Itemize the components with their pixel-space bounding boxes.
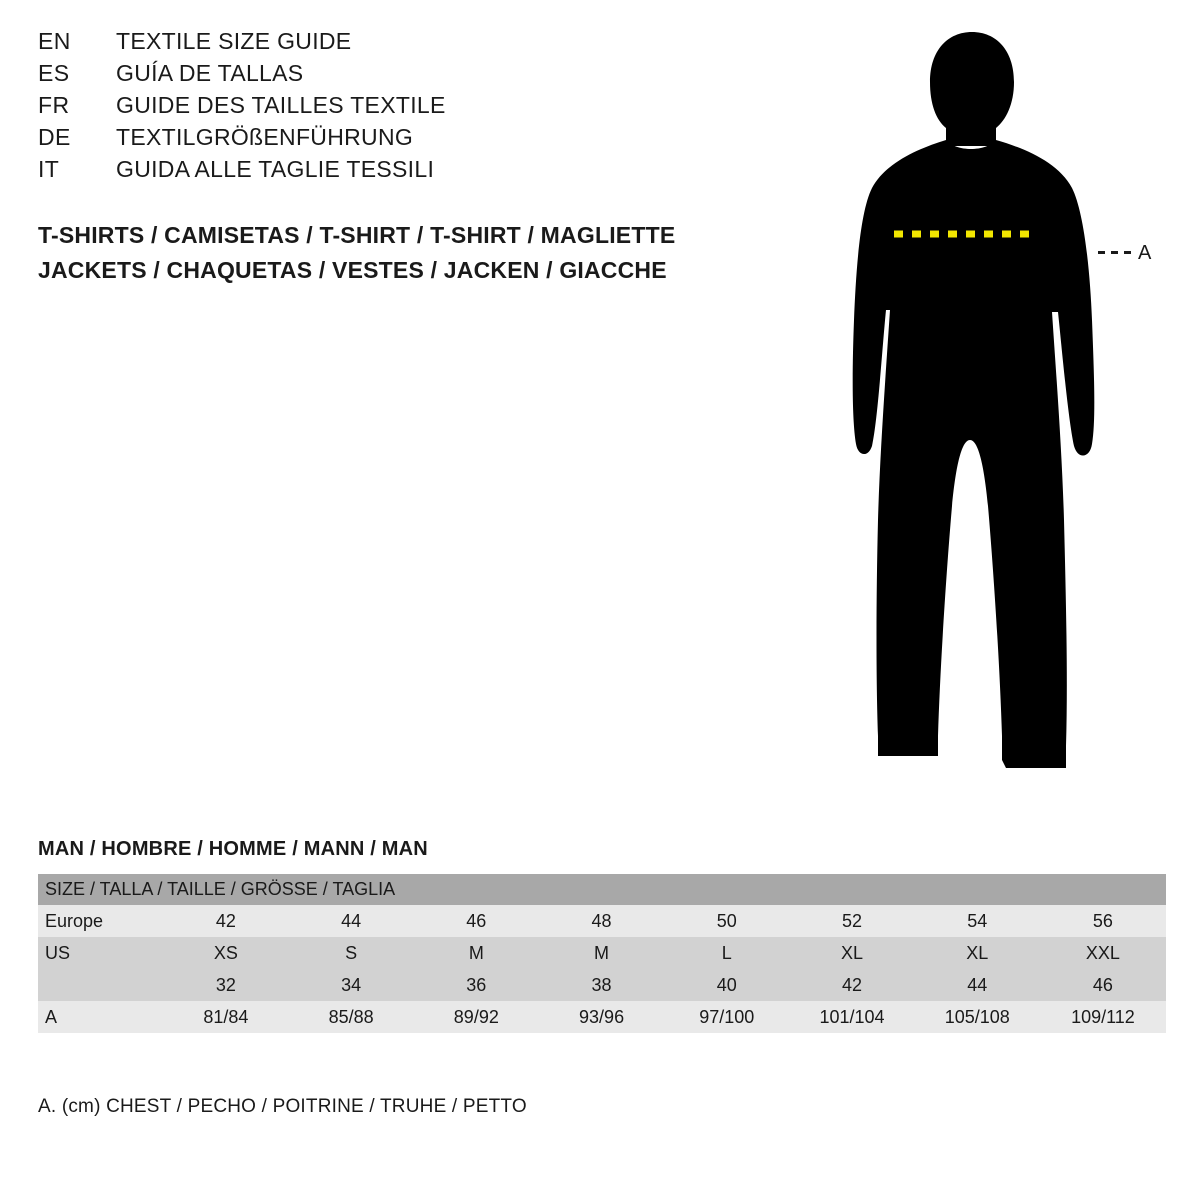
language-row (38, 156, 798, 188)
table-cell: 40 (664, 969, 789, 1001)
table-cell: 44 (288, 905, 413, 937)
table-cell: 105/108 (915, 1001, 1040, 1033)
table-cell: 46 (414, 905, 539, 937)
row-label: A (38, 1001, 163, 1033)
table-cell: 48 (539, 905, 664, 937)
language-row (38, 60, 798, 92)
table-cell: 93/96 (539, 1001, 664, 1033)
table-cell: 50 (664, 905, 789, 937)
table-cell: 54 (915, 905, 1040, 937)
measure-label-a: A (1138, 242, 1152, 264)
language-text: TEXTILGRÖßENFÜHRUNG (116, 124, 414, 150)
table-row (38, 1001, 1166, 1033)
table-cell: 44 (915, 969, 1040, 1001)
table-header-label: SIZE / TALLA / TAILLE / GRÖSSE / TAGLIA (38, 874, 1166, 905)
table-cell: 32 (163, 969, 288, 1001)
table-cell: S (288, 937, 413, 969)
language-text: TEXTILE SIZE GUIDE (116, 28, 352, 54)
language-row (38, 92, 798, 124)
language-row (38, 28, 798, 60)
table-row (38, 969, 1166, 1001)
language-text: GUÍA DE TALLAS (116, 60, 304, 86)
body-figure (820, 20, 1180, 780)
table-cell: 81/84 (163, 1001, 288, 1033)
table-cell: 52 (789, 905, 914, 937)
table-cell: 36 (414, 969, 539, 1001)
row-label: Europe (38, 905, 163, 937)
table-cell: 42 (789, 969, 914, 1001)
size-table-section (38, 838, 1166, 1033)
table-header-row (38, 874, 1166, 905)
row-label (38, 969, 163, 1001)
language-row (38, 124, 798, 156)
table-cell: 38 (539, 969, 664, 1001)
table-row (38, 937, 1166, 969)
language-code: EN (38, 28, 71, 54)
table-cell: XL (915, 937, 1040, 969)
table-cell: 101/104 (789, 1001, 914, 1033)
table-cell: M (539, 937, 664, 969)
male-silhouette-icon (820, 20, 1180, 780)
table-cell: XL (789, 937, 914, 969)
table-footnote: A. (cm) CHEST / PECHO / POITRINE / TRUHE / PETTO (38, 1096, 527, 1117)
table-cell: 56 (1040, 905, 1166, 937)
table-cell: 97/100 (664, 1001, 789, 1033)
table-cell: 89/92 (414, 1001, 539, 1033)
language-code: ES (38, 60, 70, 86)
table-cell: 85/88 (288, 1001, 413, 1033)
table-title: MAN / HOMBRE / HOMME / MANN / MAN (38, 838, 428, 860)
size-table (38, 874, 1166, 1033)
row-label: US (38, 937, 163, 969)
garment-categories (38, 218, 675, 288)
category-line-jackets: JACKETS / CHAQUETAS / VESTES / JACKEN / GIACCHE (38, 257, 667, 283)
table-cell: XS (163, 937, 288, 969)
table-cell: 109/112 (1040, 1001, 1166, 1033)
table-cell: L (664, 937, 789, 969)
language-code: DE (38, 124, 71, 150)
table-cell: M (414, 937, 539, 969)
language-code: IT (38, 156, 60, 182)
language-code: FR (38, 92, 70, 118)
table-cell: 46 (1040, 969, 1166, 1001)
table-cell: 42 (163, 905, 288, 937)
table-cell: XXL (1040, 937, 1166, 969)
table-cell: 34 (288, 969, 413, 1001)
language-text: GUIDA ALLE TAGLIE TESSILI (116, 156, 435, 182)
measure-leader-line (1098, 251, 1132, 254)
category-line-tshirts: T-SHIRTS / CAMISETAS / T-SHIRT / T-SHIRT / MAGLIETTE (38, 222, 676, 248)
language-text: GUIDE DES TAILLES TEXTILE (116, 92, 446, 118)
language-header (38, 28, 798, 188)
table-row (38, 905, 1166, 937)
